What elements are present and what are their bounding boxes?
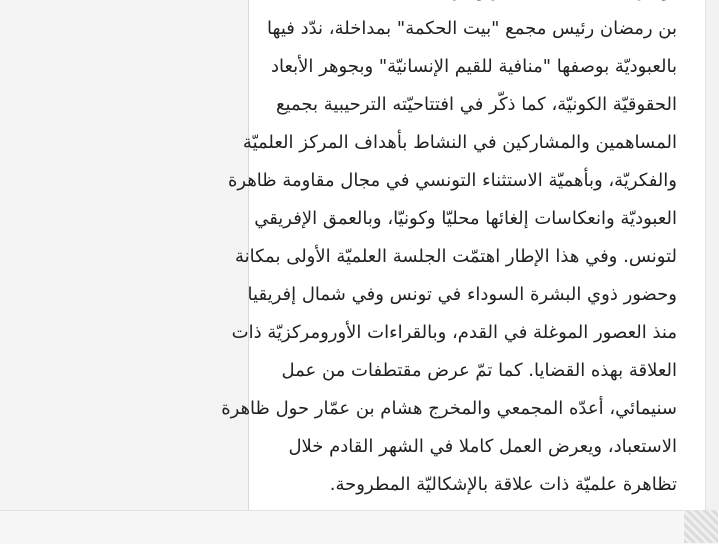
left-sidebar xyxy=(0,0,249,510)
bottom-band xyxy=(0,510,718,544)
article-line: منذ العصور الموغلة في القدم، وبالقراءات الأورومركزيّة ذات xyxy=(231,322,677,343)
article-body xyxy=(221,0,705,510)
article-line: الحقوقيّة الكونيّة، كما ذكّر في افتتاحيّته الترحيبية بجميع xyxy=(275,94,677,115)
article-line: والفكريّة، وبأهميّة الاستثناء التونسي في مجال مقاومة ظاهرة xyxy=(227,170,677,191)
article-line xyxy=(265,0,677,10)
article-line: لتونس. وفي هذا الإطار اهتمّت الجلسة العلميّة الأولى بمكانة xyxy=(234,246,677,267)
article-line: العلاقة بهذه القضايا. كما تمّ عرض مقتطفات من عمل xyxy=(281,360,677,381)
article-line: العبوديّة وانعكاسات إلغائها محليّا وكونيّا، وبالعمق الإفريقي xyxy=(254,208,677,229)
article-paragraph xyxy=(221,0,677,504)
article-line: بن رمضان رئيس مجمع "بيت الحكمة" بمداخلة، ندّد فيها xyxy=(267,18,677,39)
right-gutter xyxy=(705,0,719,510)
article-line: الاستعباد، ويعرض العمل كاملا في الشهر القادم خلال xyxy=(288,436,677,457)
article-line: بالعبوديّة بوصفها "منافية للقيم الإنسانيّة" وبجوهر الأبعاد xyxy=(270,56,677,77)
article-line: سنيمائي، أعدّه المجمعي والمخرج هشام بن عمّار حول ظاهرة xyxy=(221,398,677,419)
corner-pattern xyxy=(684,510,718,543)
article-line: المساهمين والمشاركين في النشاط بأهداف المركز العلميّة xyxy=(242,132,677,153)
article-line: تظاهرة علميّة ذات علاقة بالإشكاليّة المطروحة. xyxy=(329,474,677,495)
article-line: وحضور ذوي البشرة السوداء في تونس وفي شمال إفريقيا xyxy=(247,284,677,305)
